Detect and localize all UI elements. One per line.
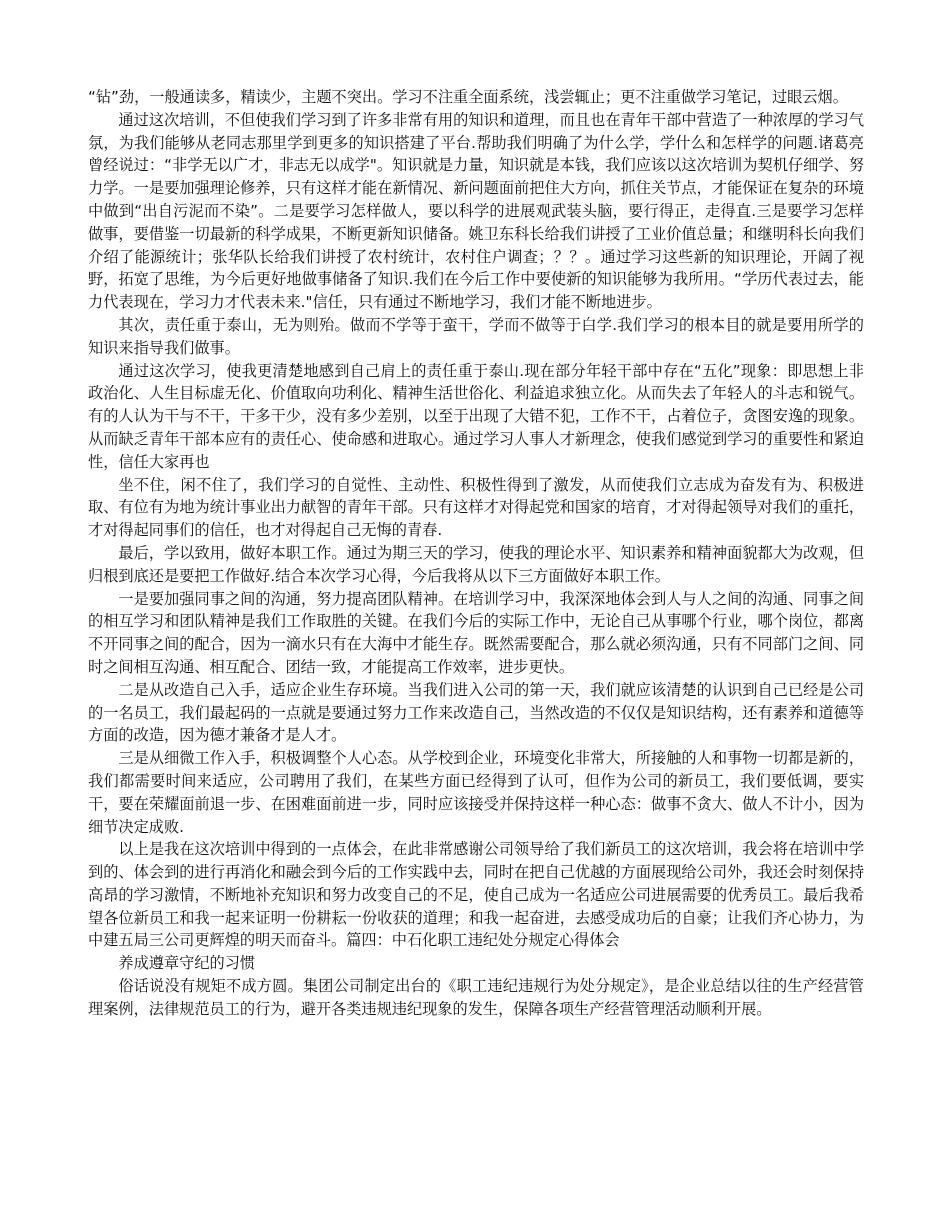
paragraph: 通过这次学习，使我更清楚地感到自己肩上的责任重于泰山.现在部分年轻干部中存在“五化”现象：即思想上非政治化、人生目标虚无化、价值取向功利化、精神生活世俗化、利益追求独立化。从而失去了年轻人的斗志和锐气。有的人认为干与不干，干多干少，没有多少差别，以至于出现了大错不犯，工作不干，占着位子，贪图安逸的现象。从而缺乏青年干部本应有的责任心、使命感和进取心。通过学习人事人才新理念，使我们感觉到学习的重要性和紧迫性，信任大家再也 [88, 361, 864, 471]
document-body [88, 86, 864, 1021]
paragraph: 其次，责任重于泰山，无为则殆。做而不学等于蛮干，学而不做等于白学.我们学习的根本目的就是要用所学的知识来指导我们做事。 [88, 315, 864, 357]
paragraph: 坐不住，闲不住了，我们学习的自觉性、主动性、积极性得到了激发，从而使我们立志成为奋发有为、积极进取、有位有为地为统计事业出力献智的青年干部。只有这样才对得起党和国家的培育，才对得起领导对我们的重托，才对得起同事们的信任，也才对得起自己无悔的青春. [88, 475, 864, 540]
paragraph: 三是从细微工作入手，积极调整个人心态。从学校到企业，环境变化非常大，所接触的人和事物一切都是新的，我们都需要时间来适应，公司聘用了我们，在某些方面已经得到了认可，但作为公司的新员工，我们要低调，要实干，要在荣耀面前退一步、在困难面前进一步，同时应该接受并保持这样一种心态：做事不贪大、做人不计小，因为细节决定成败. [88, 749, 864, 836]
paragraph: 以上是我在这次培训中得到的一点体会，在此非常感谢公司领导给了我们新员工的这次培训，我会将在培训中学到的、体会到的进行再消化和融会到今后的工作实践中去，同时在把自己优越的方面展现给公司外，我还会时刻保持高昂的学习激情，不断地补充知识和努力改变自己的不足，使自己成为一名适应公司进展需要的优秀员工。最后我希望各位新员工和我一起来证明一份耕耘一份收获的道理；和我一起奋进，去感受成功后的自豪；让我们齐心协力，为中建五局三公司更辉煌的明天而奋斗。篇四：中石化职工违纪处分规定心得体会 [88, 840, 864, 950]
section-heading: 养成遵章守纪的习惯 [118, 954, 256, 973]
paragraph: “钻”劲，一般通读多，精读少，主题不突出。学习不注重全面系统，浅尝辄止；更不注重做学习笔记，过眼云烟。 [88, 88, 848, 106]
paragraph: 二是从改造自己入手，适应企业生存环境。当我们进入公司的第一天，我们就应该清楚的认识到自己已经是公司的一名员工，我们最起码的一点就是要通过努力工作来改造自己，当然改造的不仅仅是知识结构，还有素养和道德等方面的改造，因为德才兼备才是人才。 [88, 680, 864, 745]
paragraph: 通过这次培训，不但使我们学习到了许多非常有用的知识和道理，而且也在青年干部中营造了一种浓厚的学习气氛，为我们能够从老同志那里学到更多的知识搭建了平台.帮助我们明确了为什么学，学什么和怎样学的问题.诸葛亮曾经说过：“非学无以广才，非志无以成学"。知识就是力量，知识就是本钱，我们应该以这次培训为契机仔细学、努力学。一是要加强理论修养，只有这样才能在新情况、新问题面前把住大方向，抓住关节点，才能保证在复杂的环境中做到“出自污泥而不染”。二是要学习怎样做人，要以科学的进展观武装头脑，要行得正，走得直.三是要学习怎样做事，要借鉴一切最新的科学成果，不断更新知识储备。姚卫东科长给我们讲授了工业价值总量；和继明科长向我们介绍了能源统计；张华队长给我们讲授了农村统计，农村住户调查；？？。通过学习这些新的知识理论，开阔了视野，拓宽了思维，为今后更好地做事储备了知识.我们在今后工作中要使新的知识能够为我所用。“学历代表过去，能力代表现在，学习力才代表未来."信任，只有通过不断地学习，我们才能不断地进步。 [88, 110, 864, 312]
paragraph: 俗话说没有规矩不成方圆。集团公司制定出台的《职工违纪违规行为处分规定》，是企业总结以往的生产经营管理案例，法律规范员工的行为，避开各类违规违纪现象的发生，保障各项生产经营管理活动顺利开展。 [88, 977, 864, 1018]
paragraph: 一是要加强同事之间的沟通，努力提高团队精神。在培训学习中，我深深地体会到人与人之间的沟通、同事之间的相互学习和团队精神是我们工作取胜的关键。在我们今后的实际工作中，无论自己从事哪个行业，哪个岗位，都离不开同事之间的配合，因为一滴水只有在大海中才能生存。既然需要配合，那么就必须沟通，只有不同部门之间、同时之间相互沟通、相互配合、团结一致，才能提高工作效率，进步更快。 [88, 589, 864, 676]
paragraph: 最后，学以致用，做好本职工作。通过为期三天的学习，使我的理论水平、知识素养和精神面貌都大为改观，但归根到底还是要把工作做好.结合本次学习心得，今后我将从以下三方面做好本职工作。 [88, 543, 864, 585]
